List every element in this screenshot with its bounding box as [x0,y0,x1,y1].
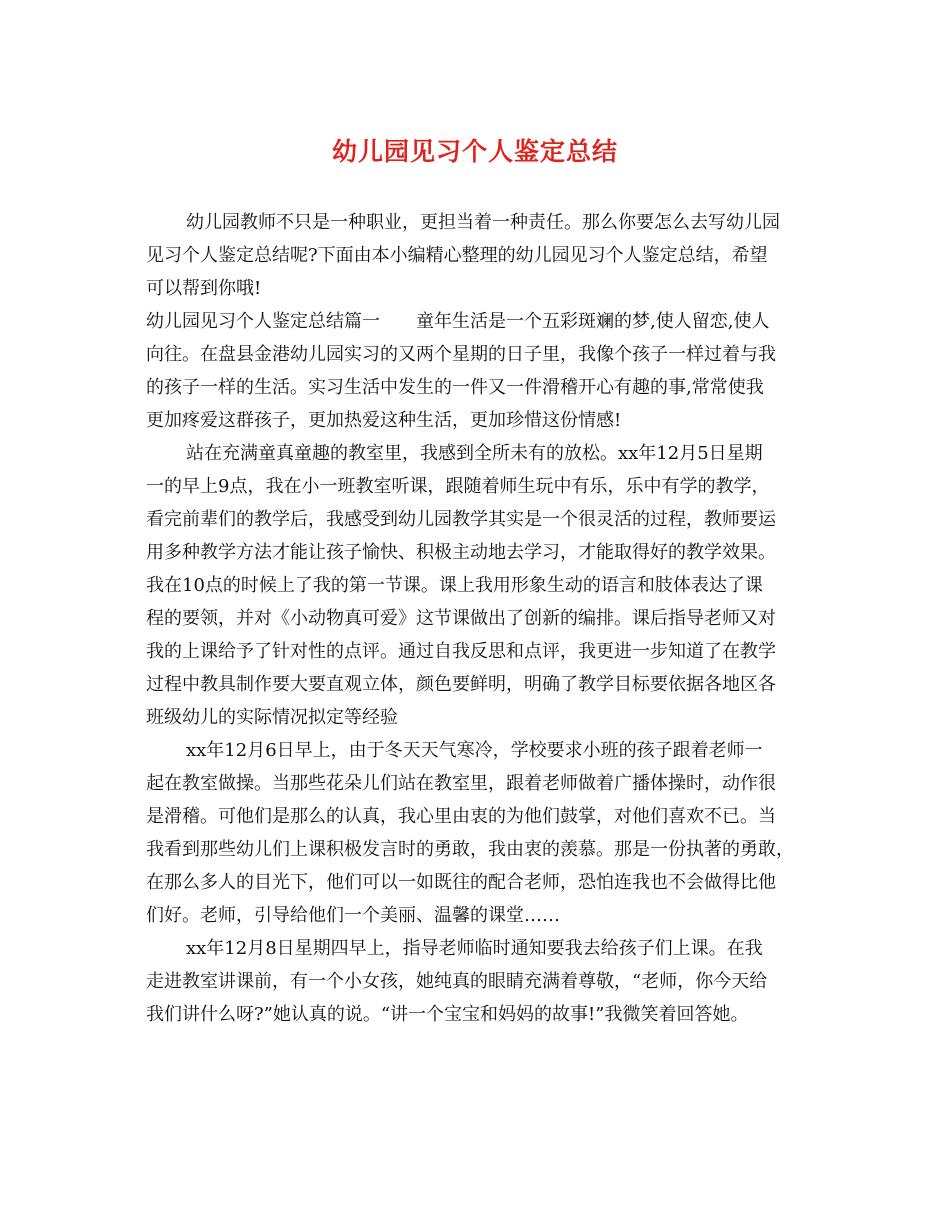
text-line: 幼儿园见习个人鉴定总结篇一 童年生活是一个五彩斑斓的梦,使人留恋,使人 [146,311,770,332]
text-line: 是滑稽。可他们是那么的认真，我心里由衷的为他们鼓掌，对他们喜欢不已。当 [146,806,776,827]
text-line: 更加疼爱这群孩子，更加热爱这种生活，更加珍惜这份情感! [146,410,622,431]
text-line: 我看到那些幼儿们上课积极发言时的勇敢，我由衷的羡慕。那是一份执著的勇敢， [146,839,794,860]
document-title: 幼儿园见习个人鉴定总结 [331,137,618,166]
text-line: 起在教室做操。当那些花朵儿们站在教室里，跟着老师做着广播体操时，动作很 [146,773,776,794]
text-line: 们好。老师，引导给他们一个美丽、温馨的课堂…… [146,905,560,926]
text-line: xx年12月8日星期四早上，指导老师临时通知要我去给孩子们上课。在我 [186,938,763,959]
text-line: 在那么多人的目光下，他们可以一如既往的配合老师，恐怕连我也不会做得比他 [146,872,776,893]
text-line: 过程中教具制作要大要直观立体，颜色要鲜明，明确了教学目标要依据各地区各 [146,674,776,695]
text-line: xx年12月6日早上，由于冬天天气寒冷，学校要求小班的孩子跟着老师一 [186,740,763,761]
text-line: 的孩子一样的生活。实习生活中发生的一件又一件滑稽开心有趣的事,常常使我 [146,377,764,398]
text-line: 见习个人鉴定总结呢?下面由本小编精心整理的幼儿园见习个人鉴定总结，希望 [146,245,768,266]
text-line: 我们讲什么呀?”她认真的说。“讲一个宝宝和妈妈的故事!”我微笑着回答她。 [146,1004,749,1025]
text-line: 向往。在盘县金港幼儿园实习的又两个星期的日子里，我像个孩子一样过着与我 [146,344,776,365]
text-line: 班级幼儿的实际情况拟定等经验 [146,707,398,728]
text-line: 程的要领，并对《小动物真可爱》这节课做出了创新的编排。课后指导老师又对 [146,608,776,629]
text-line: 看完前辈们的教学后，我感受到幼儿园教学其实是一个很灵活的过程，教师要运 [146,509,776,530]
text-line: 用多种教学方法才能让孩子愉快、积极主动地去学习，才能取得好的教学效果。 [146,542,776,563]
text-line: 幼儿园教师不只是一种职业，更担当着一种责任。那么你要怎么去写幼儿园 [186,212,780,233]
text-line: 站在充满童真童趣的教室里，我感到全所未有的放松。xx年12月5日星期 [186,443,763,464]
text-line: 走进教室讲课前，有一个小女孩，她纯真的眼睛充满着尊敬，“老师，你今天给 [146,971,768,992]
text-line: 可以帮到你哦! [146,278,262,299]
text-line: 一的早上9点，我在小一班教室听课，跟随着师生玩中有乐，乐中有学的教学， [146,476,770,497]
text-line: 我的上课给予了针对性的点评。通过自我反思和点评，我更进一步知道了在教学 [146,641,776,662]
document-body [146,206,806,1031]
text-line: 我在10点的时候上了我的第一节课。课上我用形象生动的语言和肢体表达了课 [146,575,763,596]
